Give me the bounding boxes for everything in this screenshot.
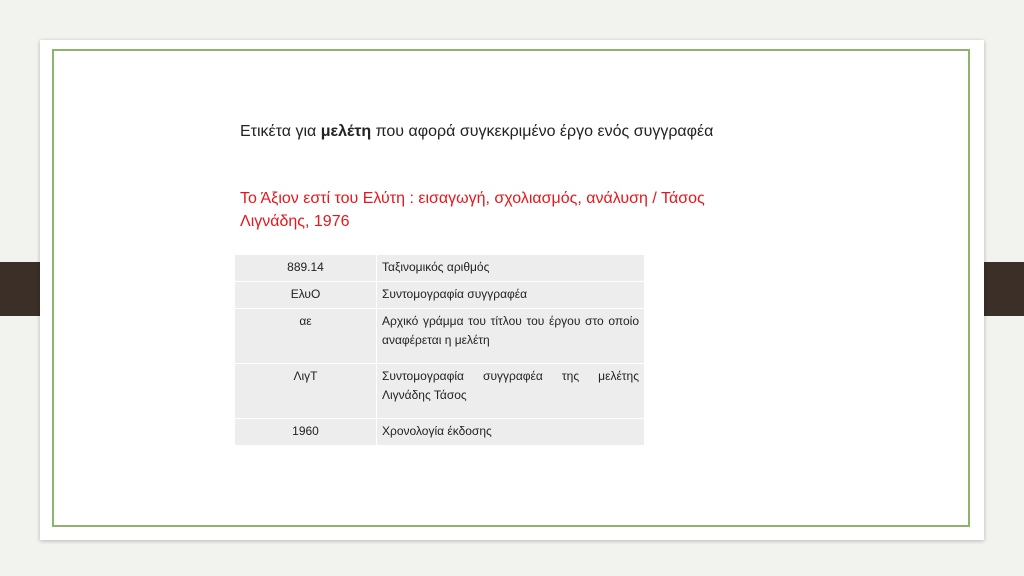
table-row bbox=[235, 282, 645, 309]
code-cell: 889.14 bbox=[235, 255, 377, 282]
description-cell: Αρχικό γράμμα του τίτλου του έργου στο οποίο αναφέρεται η μελέτη bbox=[377, 309, 645, 364]
label-codes-table bbox=[234, 254, 645, 446]
code-cell: ΛιγΤ bbox=[235, 364, 377, 419]
book-citation: Το Άξιον εστί του Ελύτη : εισαγωγή, σχολιασμός, ανάλυση / Τάσος Λιγνάδης, 1976 bbox=[240, 190, 705, 230]
description-cell: Χρονολογία έκδοσης bbox=[377, 419, 645, 446]
description-cell: Συντομογραφία συγγραφέα bbox=[377, 282, 645, 309]
heading-suffix: που αφορά συγκεκριμένο έργο ενός συγγραφέα bbox=[371, 123, 714, 140]
description-cell: Ταξινομικός αριθμός bbox=[377, 255, 645, 282]
code-cell: 1960 bbox=[235, 419, 377, 446]
heading-prefix: Ετικέτα για bbox=[240, 123, 321, 140]
heading-bold-word: μελέτη bbox=[320, 123, 372, 140]
description-cell: Συντομογραφία συγγραφέα της μελέτης Λιγνάδης Τάσος bbox=[377, 364, 645, 419]
table-row bbox=[235, 255, 645, 282]
table-row bbox=[235, 309, 645, 364]
slide-heading bbox=[240, 120, 720, 143]
table-row bbox=[235, 419, 645, 446]
table-row bbox=[235, 364, 645, 419]
code-cell: ΕλυΟ bbox=[235, 282, 377, 309]
code-cell: αε bbox=[235, 309, 377, 364]
